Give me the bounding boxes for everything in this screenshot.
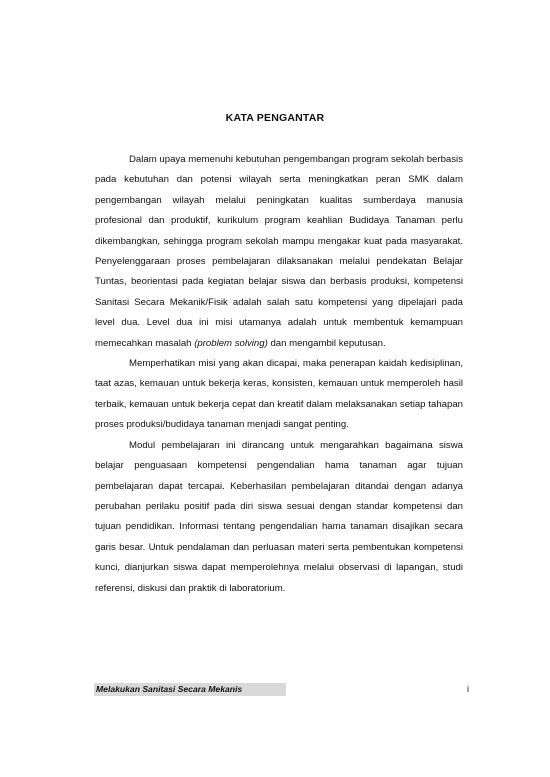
paragraph-3: Modul pembelajaran ini dirancang untuk mengarahkan bagaimana siswa belajar penguasaan kompetensi pengendalian hama tanaman agar tujuan pembelajaran dapat tercapai. Keberhasilan pembelajaran ditandai dengan adanya perubahan perilaku positif pada diri siswa sesuai dengan standar kompetensi dan tujuan pendidikan. Informasi tentang pengendalian hama tanaman disajikan secara garis besar. Untuk pendalaman dan perluasan materi serta pembentukan kompetensi kunci, dianjurkan siswa dapat memperolehnya melalui observasi di lapangan, studi referensi, diskusi dan praktik di laboratorium. [95,439,463,594]
paragraph-2: Memperhatikan misi yang akan dicapai, maka penerapan kaidah kedisiplinan, taat azas, kemauan untuk bekerja keras, konsisten, kemauan untuk memperoleh hasil terbaik, kemauan untuk bekerja cepat dan kreatif dalam melaksanakan setiap tahapan proses produksi/budidaya tanaman menjadi sangat penting. [95,358,463,431]
paragraph-1-text: Dalam upaya memenuhi kebutuhan pengembangan program sekolah berbasis pada kebutuhan dan potensi wilayah serta meningkatkan peran SMK dalam pengembangan wilayah melalui peningkatan kualitas sumberdaya manusia profesional dan produktif, kurikulum program keahlian Budidaya Tanaman perlu dikembangkan, sehingga program sekolah mampu mengakar kuat pada masyarakat. Penyelenggaraan proses pembelajaran dilaksanakan melalui pendekatan Belajar Tuntas, beorientasi pada kegiatan belajar siswa dan berbasis produksi, kompetensi Sanitasi Secara Mekanik/Fisik adalah salah satu kompetensi yang dipelajari pada level dua. Level dua ini misi utamanya adalah untuk membentuk kemampuan memecahkan masalah [95,154,463,349]
page-number: i [467,684,469,694]
paragraph-1-ending: dan mengambil keputusan. [267,337,386,349]
page-title: KATA PENGANTAR [225,112,325,124]
footer-title: Melakukan Sanitasi Secara Mekanis [96,684,243,694]
page-footer [94,683,469,696]
body-text [95,150,463,599]
paragraph-1-emphasis: (problem solving) [194,337,268,349]
paragraph-1 [95,150,463,354]
